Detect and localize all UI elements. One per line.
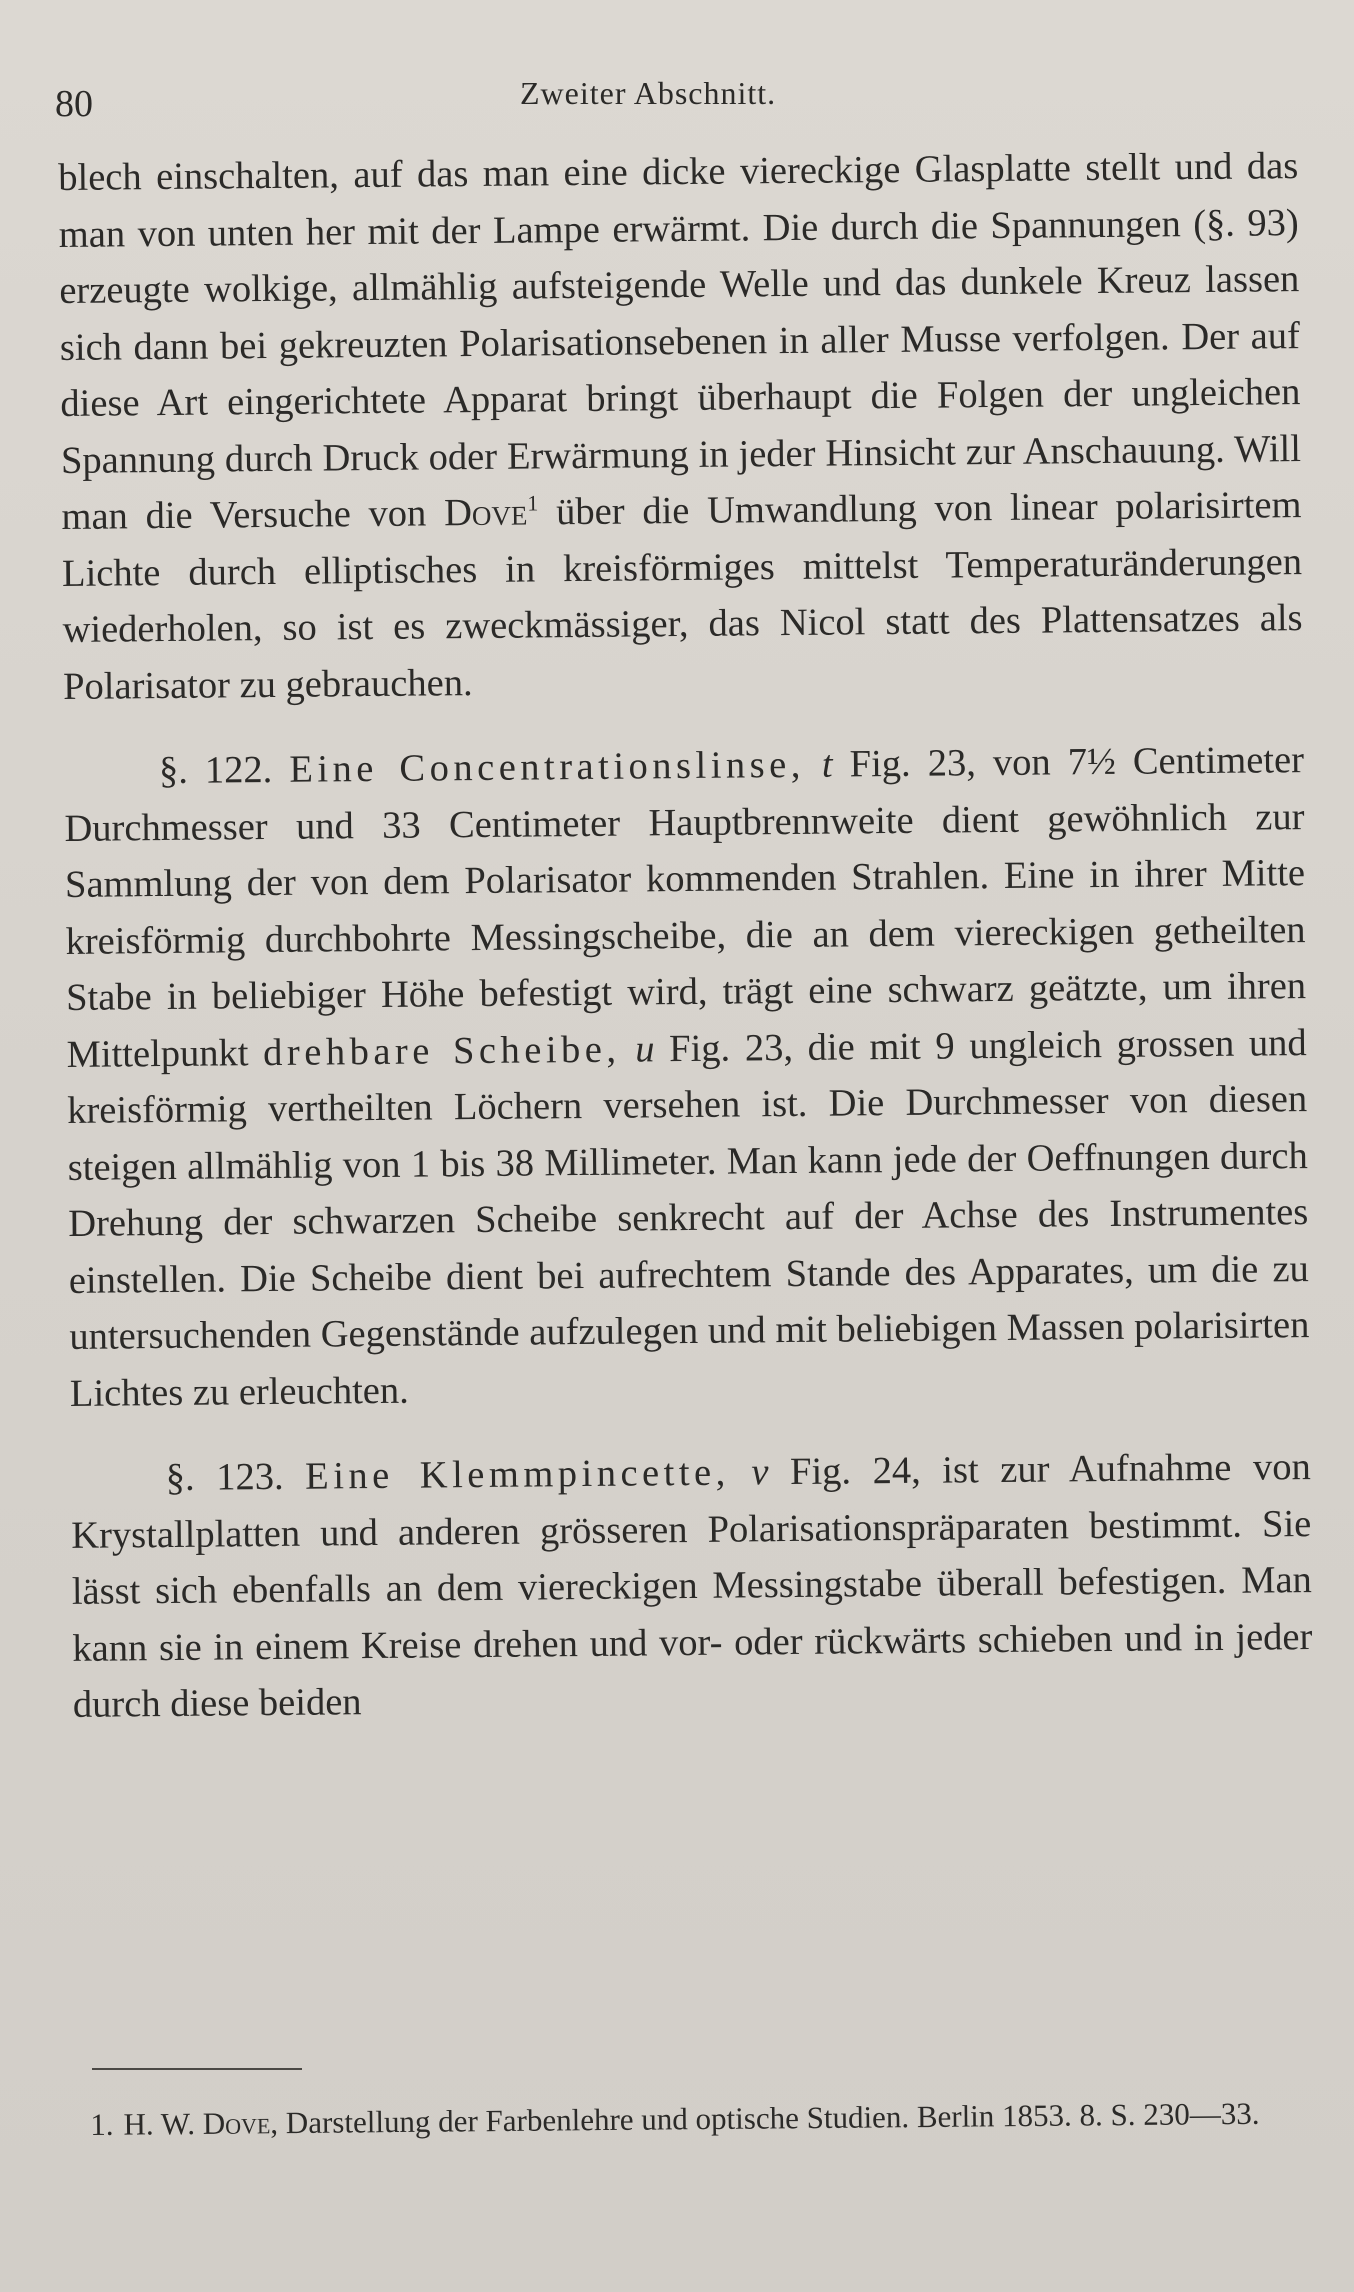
page-number: 80 [55, 83, 93, 125]
term-drehbare-scheibe: drehbare Scheibe, [262, 1028, 621, 1074]
paragraph-1-text-a: blech einschalten, auf das man eine dicke viereckige Glasplatte stellt und das man von unten her mit der Lampe erwärmt. Die durch die Spannungen (§. 93) erzeugte wolkige, allmählig aufsteigende Welle und das dunkele Kreuz lassen sich dann bei gekreuzten Polarisationsebenen in aller Musse verfolgen. Der auf diese Art eingerichtete Apparat bringt überhaupt die Folgen der ungleichen Spannung durch Druck oder Erwärmung in jeder Hinsicht zur Anschauung. Will man die Versuche von [58, 145, 1302, 538]
body-text [58, 138, 1313, 1733]
footnote-text: , Darstellung der Farbenlehre und optische Studien. Berlin 1853. 8. S. 230—33. [270, 2095, 1260, 2141]
footnote-reference: 1 [527, 490, 539, 516]
footnote-author: Dove [202, 2105, 271, 2141]
page-header [55, 70, 1305, 130]
section-number-122: §. 122. [158, 748, 273, 793]
term-klemmpincette: Eine Klemmpincette, [304, 1451, 730, 1498]
term-concentrationslinse: Eine Concentrationslinse, [289, 743, 806, 791]
paragraph-1 [58, 138, 1303, 715]
footnote-initials: H. W. [123, 2105, 203, 2142]
paragraph-3-text-a: Fig. 24, ist zur Aufnahme von Krystallplatten und anderen grösseren Polarisationspräparaten bestimmt. Sie lässt sich ebenfalls an dem viereckigen Messingstabe überall befestigen. Man kann sie in einem Kreise drehen und vor- oder rückwärts schieben und in jeder durch diese beiden [71, 1446, 1313, 1726]
section-number-123: §. 123. [165, 1455, 284, 1500]
author-name: Dove [443, 491, 528, 535]
paragraph-3 [70, 1439, 1313, 1733]
footnote-marker: 1. [90, 2106, 114, 2142]
footnote-rule [92, 2068, 302, 2070]
paragraph-1-text-b: über die Umwandlung von linear polarisirtem Lichte durch elliptisches in kreisförmiges mittelst Temperaturänderungen wiederholen, so ist es zweckmässiger, das Nicol statt des Plattensatzes als Polarisator zu gebrauchen. [61, 484, 1303, 708]
paragraph-2-text-a: Fig. 23, von 7½ Centimeter Durchmesser und 33 Centimeter Hauptbrennweite dient gewöhnlich zur Sammlung der von dem Polarisator kommenden Strahlen. Eine in ihrer Mitte kreisförmig durchbohrte Messingscheibe, die an dem viereckigen getheilten Stabe in beliebiger Höhe befestigt wird, trägt eine schwarz geätzte, um ihren Mittelpunkt [64, 739, 1307, 1076]
running-head: Zweiter Abschnitt. [520, 75, 777, 111]
figure-label-v: v [751, 1451, 769, 1494]
paragraph-2 [64, 732, 1310, 1422]
figure-label-u: u [635, 1027, 655, 1070]
paragraph-2-text-b: Fig. 23, die mit 9 ungleich grossen und kreisförmig vertheilten Löchern versehen ist. Die Durchmesser von diesen steigen allmählig von 1 bis 38 Millimeter. Man kann jede der Oeffnungen durch Drehung der schwarzen Scheibe senkrecht auf der Achse des Instrumentes einstellen. Die Scheibe dient bei aufrechtem Stande des Apparates, um die zu untersuchenden Gegenstände aufzulegen und mit beliebigen Massen polarisirten Lichtes zu erleuchten. [67, 1021, 1310, 1415]
footnote [90, 2088, 1315, 2150]
figure-label-t: t [821, 743, 833, 786]
